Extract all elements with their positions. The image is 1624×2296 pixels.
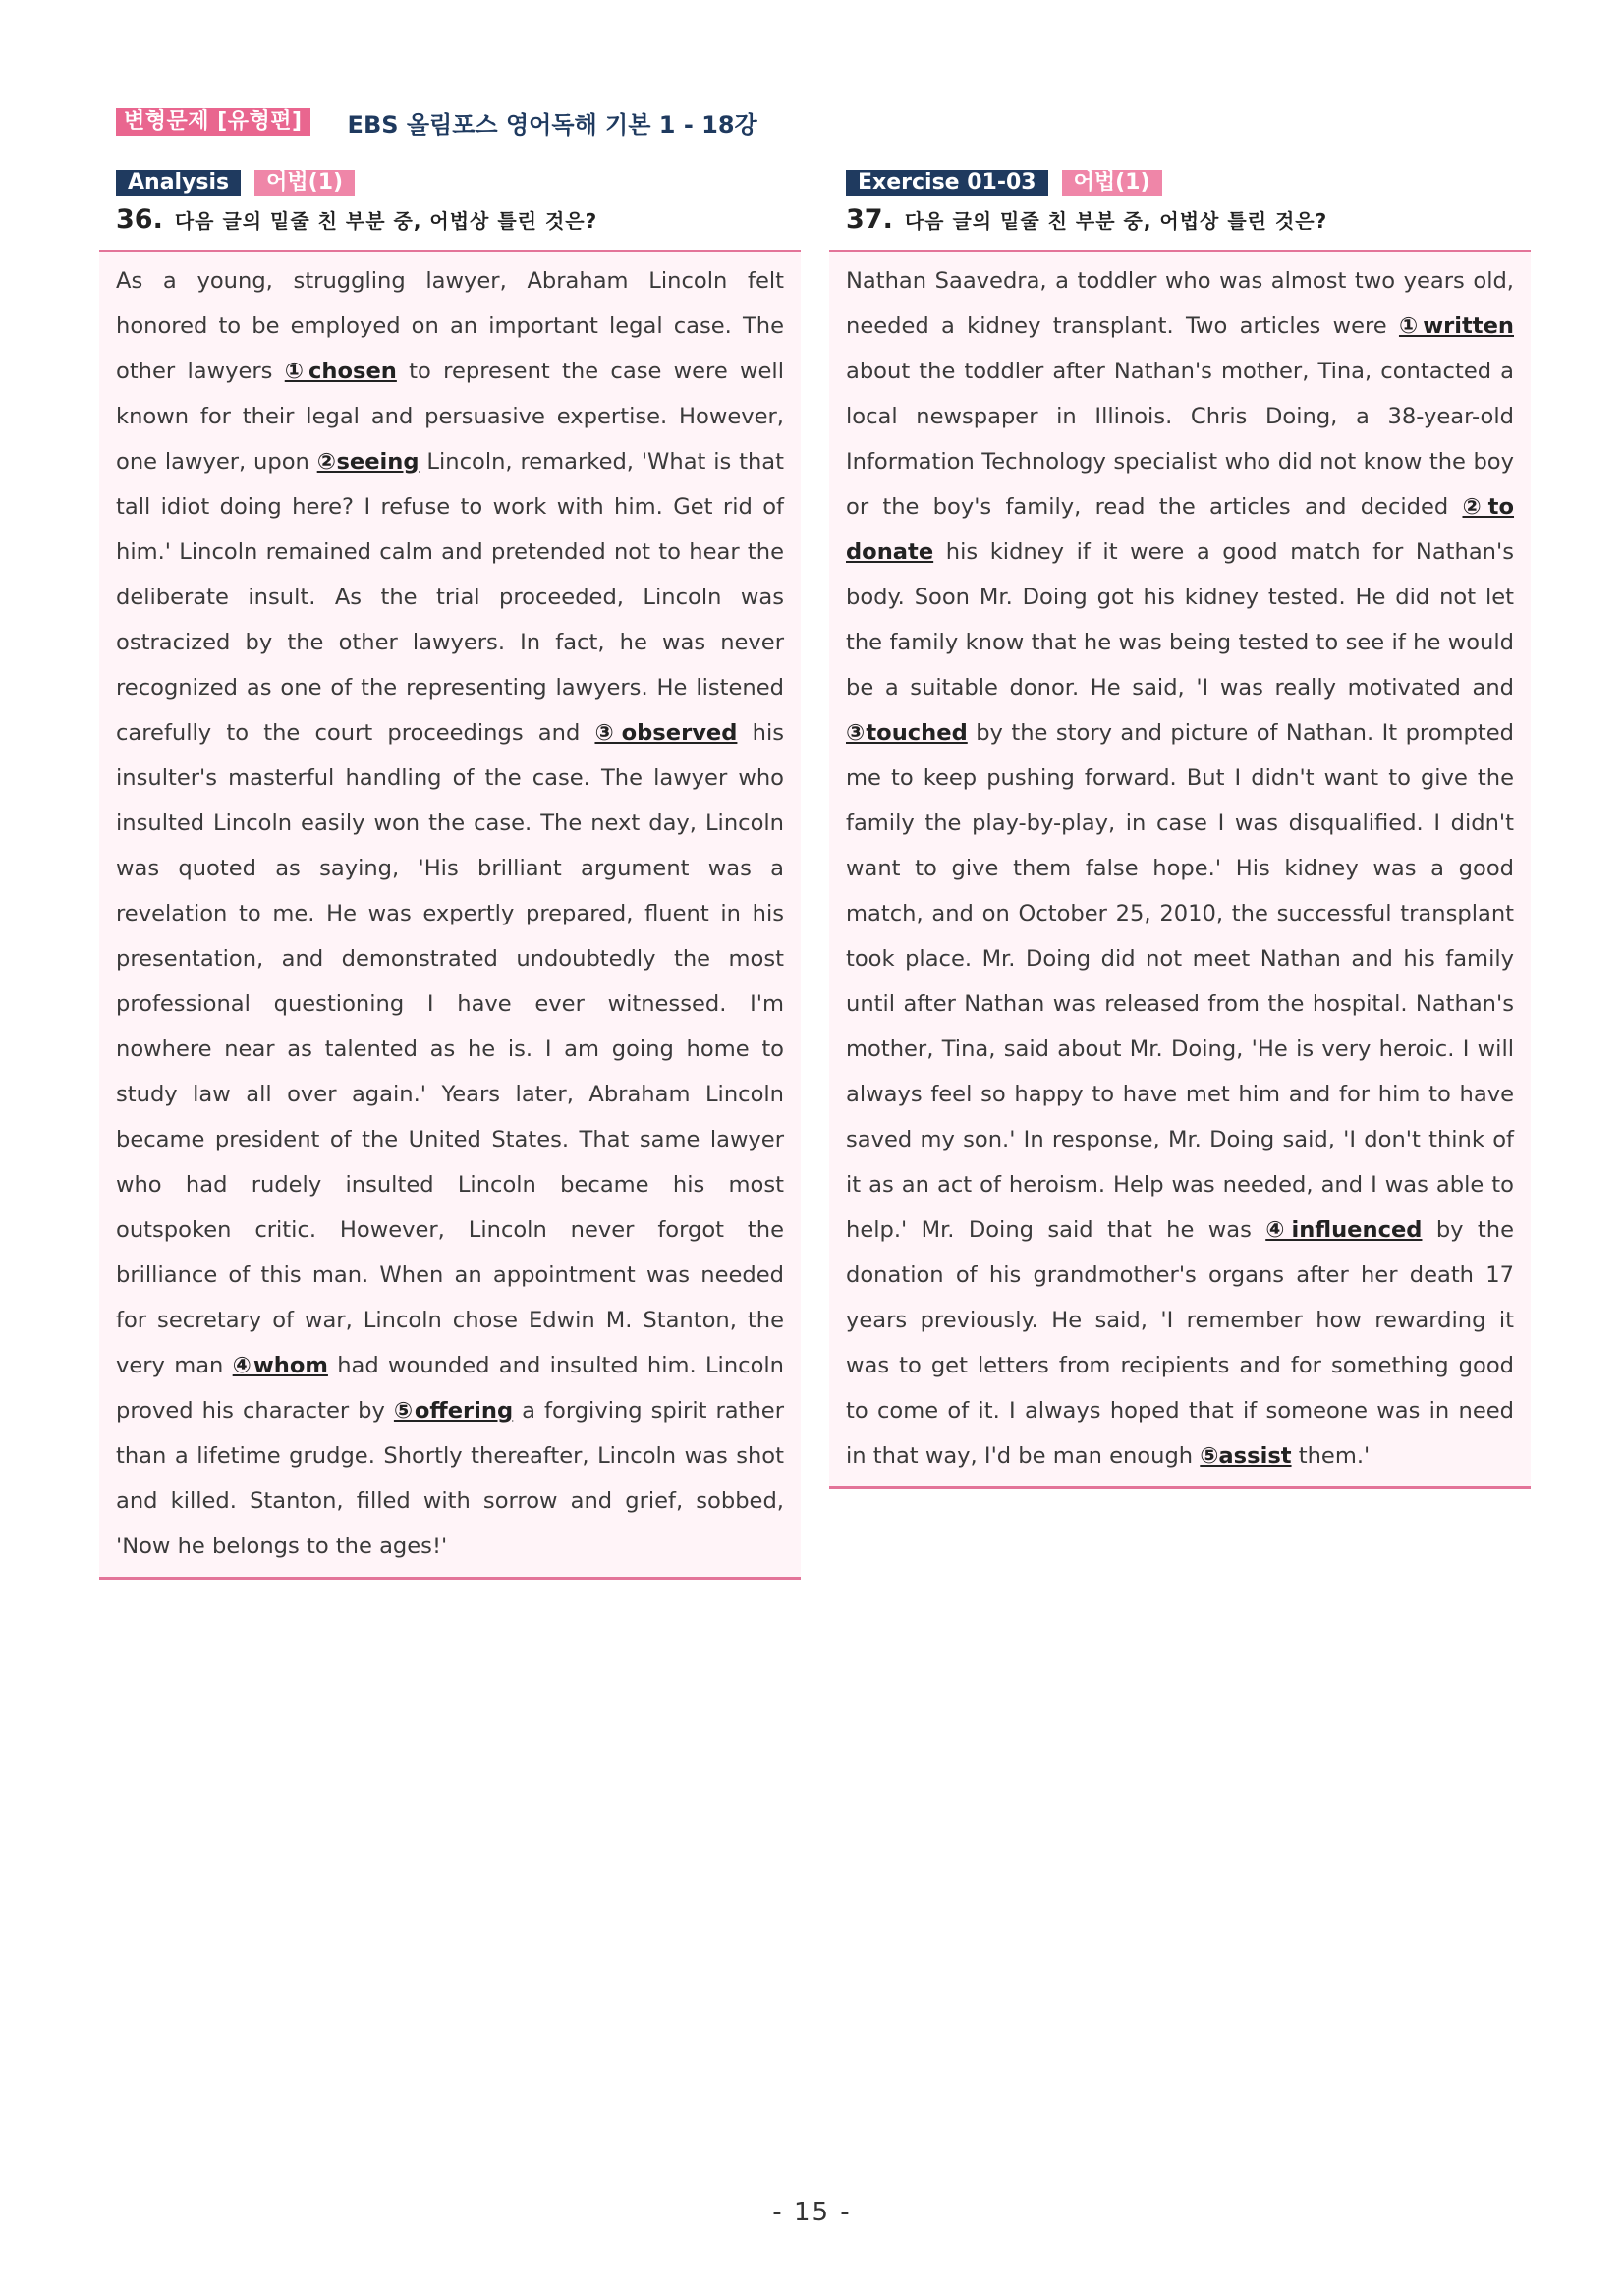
passage-segment: As a young, struggling lawyer, Abraham Lincoln felt honored to be employed on an important legal case. The other lawyers <box>116 268 784 384</box>
category-tag: 어법(1) <box>1062 170 1162 196</box>
passage-segment: by the story and picture of Nathan. It prompted me to keep pushing forward. But I didn't want to give the family the play-by-play, in case I was disqualified. I didn't want to give them false hope.' His kidney was a good match, and on October 25, 2010, the successful transplant took place. Mr. Doing did not meet Nathan and his family until after Nathan was released from the hospital. Nathan's mother, Tina, said about Mr. Doing, 'He is very heroic. I will always feel so happy to have met him and for him to have saved my son.' In response, Mr. Doing said, 'I don't think of it as an act of heroism. Help was needed, and I was able to help.' Mr. Doing said that he was <box>846 720 1514 1243</box>
underlined-choice-1: ①chosen <box>284 359 397 384</box>
question-37-column <box>829 169 1531 1489</box>
passage-box <box>829 250 1531 1489</box>
underlined-choice-2: ②to donate <box>846 494 1515 565</box>
passage-segment: them.' <box>1291 1443 1371 1469</box>
underlined-choice-5: ⑤assist <box>1200 1443 1292 1469</box>
page-number: - 15 - <box>772 2198 852 2227</box>
underlined-choice-1: ①written <box>1398 313 1514 339</box>
question-text: 다음 글의 밑줄 친 부분 중, 어법상 틀린 것은? <box>174 209 598 233</box>
question-number: 37. <box>846 204 893 235</box>
category-tag: 어법(1) <box>254 170 355 196</box>
underlined-choice-4: ④whom <box>232 1353 328 1378</box>
label-row <box>846 169 1531 196</box>
passage-segment: had wounded and insulted him. Lincoln proved his character by <box>116 1353 784 1424</box>
underlined-choice-4: ④influenced <box>1265 1217 1423 1243</box>
passage-box <box>99 250 801 1580</box>
question-number: 36. <box>116 204 163 235</box>
section-tag: Exercise 01-03 <box>846 170 1048 196</box>
label-row <box>116 169 801 196</box>
page-header <box>116 106 757 138</box>
passage-segment: to represent the case were well known for their legal and persuasive expertise. However, one lawyer, upon <box>116 359 784 475</box>
underlined-choice-3: ③observed <box>594 720 738 746</box>
passage-text <box>116 258 784 1569</box>
passage-text <box>846 258 1514 1479</box>
question-text: 다음 글의 밑줄 친 부분 중, 어법상 틀린 것은? <box>904 209 1328 233</box>
passage-segment: a forgiving spirit rather than a lifetime grudge. Shortly thereafter, Lincoln was shot and killed. Stanton, filled with sorrow and grief, sobbed, 'Now he belongs to the ages!' <box>116 1398 784 1559</box>
question-36-column <box>99 169 801 1580</box>
passage-segment: Lincoln, remarked, 'What is that tall idiot doing here? I refuse to work with him. Get rid of him.' Lincoln remained calm and pretended not to hear the deliberate insult. As the trial proceeded, Lincoln was ostracized by the other lawyers. In fact, he was never recognized as one of the representing lawyers. He listened carefully to the court proceedings and <box>116 449 784 746</box>
passage-segment: his insulter's masterful handling of the case. The lawyer who insulted Lincoln easily won the case. The next day, Lincoln was quoted as saying, 'His brilliant argument was a revelation to me. He was expertly prepared, fluent in his presentation, and demonstrated undoubtedly the most professional questioning I have ever witnessed. I'm nowhere near as talented as he is. I am going home to study law all over again.' Years later, Abraham Lincoln became president of the United States. That same lawyer who had rudely insulted Lincoln became his most outspoken critic. However, Lincoln never forgot the brilliance of this man. When an appointment was needed for secretary of war, Lincoln chose Edwin M. Stanton, the very man <box>116 720 784 1378</box>
passage-segment: Nathan Saavedra, a toddler who was almost two years old, needed a kidney transplant. Two articles were <box>846 268 1514 339</box>
passage-segment: by the donation of his grandmother's organs after her death 17 years previously. He said, 'I remember how rewarding it was to get letters from recipients and for something good to come of it. I always hoped that if someone was in need in that way, I'd be man enough <box>846 1217 1514 1469</box>
underlined-choice-3: ③touched <box>846 720 968 746</box>
underlined-choice-5: ⑤offering <box>393 1398 514 1424</box>
passage-segment: about the toddler after Nathan's mother, Tina, contacted a local newspaper in Illinois. Chris Doing, a 38-year-old Information Technology specialist who did not know the boy or the boy's family, read the articles and decided <box>846 359 1514 520</box>
section-tag: Analysis <box>116 170 241 196</box>
passage-segment: his kidney if it were a good match for Nathan's body. Soon Mr. Doing got his kidney tested. He did not let the family know that he was being tested to see if he would be a suitable donor. He said, 'I was really motivated and <box>846 539 1514 700</box>
header-title: EBS 올림포스 영어독해 기본 1 - 18강 <box>347 110 757 139</box>
question-heading <box>846 204 1531 240</box>
question-heading <box>116 204 801 240</box>
underlined-choice-2: ②seeing <box>316 449 420 475</box>
problem-type-tag: 변형문제 [유형편] <box>116 108 310 136</box>
